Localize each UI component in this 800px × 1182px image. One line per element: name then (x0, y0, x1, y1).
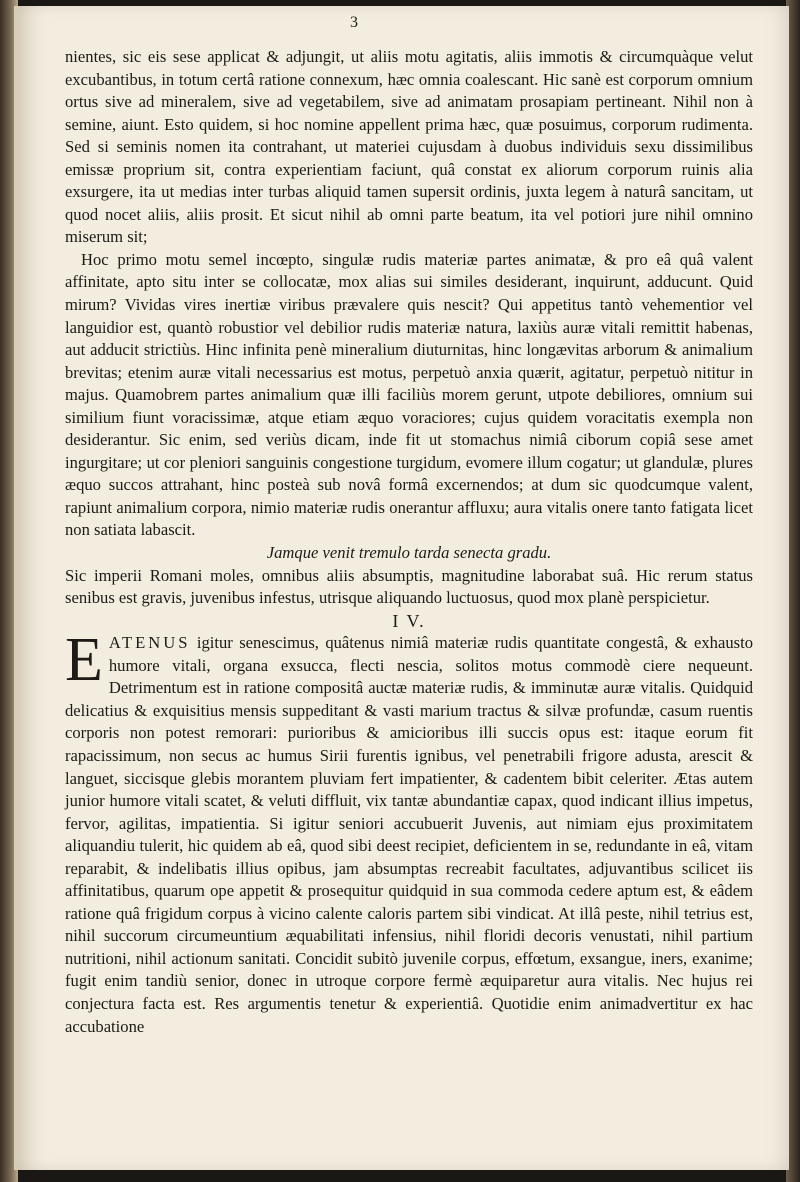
paragraph-2: Hoc primo motu semel incœpto, singulæ rudis materiæ partes animatæ, & pro eâ quâ valent affinitate, apto situ inter se collocatæ, mox alias sui similes desiderant, inquirunt, adducunt. Quid mirum? Vividas vires inertiæ viribus prævalere quis nescit? Qui appetitus tantò vehementior vel languidior est, quantò robustior vel debilior rudis materiæ natura, laxiùs auræ vitali remittit habenas, aut adducit strictiùs. Hinc infinita penè mineralium diuturnitas, hinc longævitas arborum & animalium brevitas; etenim auræ vitali necessarius est motus, perpetuò anxia quærit, agitatur, perpetuò nititur in majus. Quamobrem partes animalium quæ illi faciliùs morem gerunt, utpote debiliores, omnium sui similium fiunt voracissimæ, atque etiam æquo voraciores; cujus quidem voracitatis exempla non desiderantur. Sic enim, sed veriùs dicam, inde fit ut stomachus nimiâ ciborum copiâ sese amet ingurgitare; ut cor pleniori sanguinis congestione turgidum, evomere illum cogatur; ut glandulæ, plures æquo succos attrahant, hinc posteà sub novâ formâ excernendos; at dum sic quodcumque valent, rapiunt animalium corpora, nimio materiæ rudis onerantur affluxu; aura vitalis onere tanto fatigata licet non satiata labascit. (65, 249, 753, 540)
page-text (65, 46, 753, 1038)
drop-cap: E (65, 626, 103, 695)
section-first-word: ATENUS (108, 633, 191, 653)
paragraph-1: nientes, sic eis sese applicat & adjungit, ut aliis motu agitatis, aliis immotis & circumquàque velut excubantibus, in totum certâ ratione connexum, hæc omnia coalescant. Hic sanè est corporum omnium ortus sive ad mineralem, sive ad vegetabilem, sive ad animatam prosapiam pertineant. Nihil non à semine, aiunt. Esto quidem, si hoc nomine appellent prima hæc, quæ posuimus, corporum rudimenta. Sed si seminis nomen ita contrahant, ut materiei cujusdam à duobus individuis sexu dissimilibus emissæ proprium sit, contra experientiam faciunt, quâ constat ex aliorum corporum ruinis alia exsurgere, ita ut medias inter turbas aliquid tamen supersit ordinis, juxta legem à naturâ sancitam, ut quod nocet aliis, aliis prosit. Et sicut nihil ab omni parte beatum, ita vel potiori jure nihil omnino miserum sit; (65, 47, 753, 247)
verse-quote: Jamque venit tremulo tarda senecta gradu. (266, 543, 552, 563)
section-text: igitur senescimus, quâtenus nimiâ materiæ rudis quantitate congestâ, & exhausto humore vitali, organa exsucca, flecti nescia, solitos motus commodè ciere nequeunt. Detrimentum est in ratione compositâ auctæ materiæ rudis, & imminutæ auræ vitalis. Quidquid delicatius & exquisitius mensis suppeditant & vasti marium tractus & silvæ profundæ, casum ruentis corporis non potest remorari: purioribus & amicioribus illi succis opus est: itaque eorum fit rapacissimum, non secus ac humus Sirii furentis ignibus, vel penetrabili frigore adusta, arescit & languet, siccisque glebis morantem pluviam fert impatienter, & cadentem bibit celeriter. Ætas autem junior humore vitali scatet, & veluti diffluit, vix tantæ abundantiæ capax, quod indicant illius impetus, fervor, agilitas, impatientia. Si igitur seniori accubuerit Juvenis, aut nimiam ejus proximitatem aliquandiu tulerit, hic quidem ab eâ, quod sibi deest recipiet, deficientem in se, redundante in eâ, vitam reparabit, & indelibatis illius opibus, jam absumptas recreabit facultates, adjuvantibus scilicet iis affinitatibus, quarum ope appetit & prosequitur quidquid in sua commoda cedere aptum est, & eâdem ratione quâ frigidum corpus à vicino calente caloris partem sibi vindicat. At illâ peste, nihil tetrius est, nihil succorum circumeuntium æquabilitati infensius, nihil floridi decoris venustati, nihil partium nutritioni, nihil actionum sanitati. Concidit subitò juvenile corpus, effœtum, exsangue, iners, exanime; fugit enim tandiù senior, donec in utroque corpore fermè æquiparetur aura vitalis. Nec hujus rei conjectura facta est. Res argumentis tenetur & experientiâ. Quotidie enim animadvertitur ex hac accubatione (65, 633, 753, 1036)
section-heading: I V. (392, 610, 426, 631)
paragraph-after-verse: Sic imperii Romani moles, omnibus aliis absumptis, magnitudine laborabat suâ. Hic rerum status senibus est gravis, juvenibus infestus, utrisque aliquando luctuosus, quod mox planè perspicietur. (65, 565, 753, 608)
page-number: 3 (350, 14, 358, 31)
book-page (14, 6, 789, 1170)
section-paragraph (65, 626, 753, 1038)
